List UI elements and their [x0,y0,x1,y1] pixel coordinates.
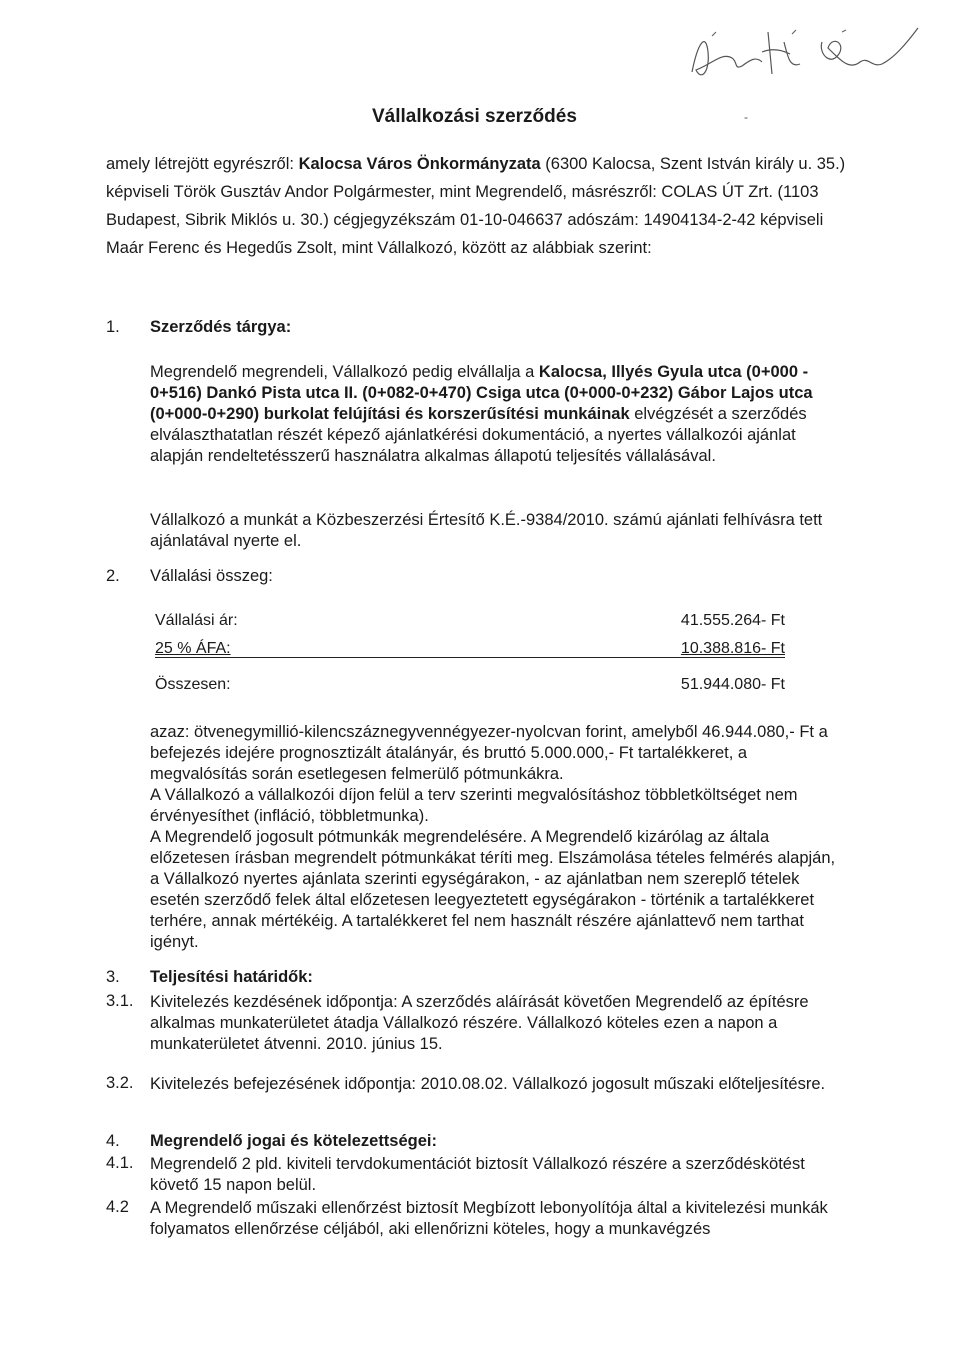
vat-underline [155,657,785,658]
intro-text-2: (6300 Kalocsa, Szent István király u. 35.) képviseli Török Gusztáv Andor Polgármester, mint Megrendelő, másrészről: COLAS ÚT Zrt. (1103 Budapest, Sibrik Miklós u. 30.) cégjegyzékszám 01-10-046637 adószám: 14904134-2-42 képviseli Maár Ferenc és Hegedűs Zsolt, mint Vállalkozó, között az alábbiak szerint: [106,155,846,257]
section2-text [150,722,840,953]
item-3-2 [150,1074,840,1095]
document-title: Vállalkozási szerződés [372,106,577,127]
vat-value: 10.388.816- Ft [680,640,785,657]
item-3-1-number: 3.1. [106,992,134,1010]
section1-heading: Szerződés tárgya: [150,318,292,336]
item-3-2-number: 3.2. [106,1074,134,1092]
price-value: 41.555.264- Ft [680,612,785,629]
price-label: Vállalási ár: [155,612,238,629]
section2-heading: Vállalási összeg: [150,567,273,585]
item-4-1-number: 4.1. [106,1154,134,1172]
item-4-1-text: Megrendelő 2 pld. kiviteli tervdokumentációt biztosít Vállalkozó részére a szerződéskötést követő 15 napon belül. [150,1155,805,1194]
item-3-1-text: Kivitelezés kezdésének időpontja: A szerződés aláírását követően Megrendelő az építésre alkalmas munkaterületet átadja Vállalkozó részére. Vállalkozó köteles ezen a napon a munkaterületet átvenni. 2010. június 15. [150,993,809,1053]
amount-in-words: azaz: ötvenegymillió-kilencszáznegyvennégyezer-nyolcvan forint, amelyből 46.944.080,- Ft a befejezés idejére prognosztizált átalányár, és bruttó 5.000.000,- Ft tartalékkeret, a megvalósítás során esetlegesen felmerülő pótmunkákra. [150,723,828,783]
scan-mark: - [744,110,748,124]
section1-number: 1. [106,318,120,336]
item-4-2-text: A Megrendelő műszaki ellenőrzést biztosít Megbízott lebonyolítója által a kivitelezési munkák folyamatos ellenőrzése céljából, aki ellenőrizni köteles, hogy a munkavégzés [150,1199,828,1238]
item-4-2 [150,1198,840,1240]
handwritten-signature [672,12,922,102]
item-3-2-text: Kivitelezés befejezésének időpontja: 2010.08.02. Vállalkozó jogosult műszaki előteljesítésre. [150,1075,826,1093]
total-value: 51.944.080- Ft [680,676,785,693]
intro-paragraph [106,150,846,262]
section4-heading: Megrendelő jogai és kötelezettségei: [150,1132,437,1150]
section1-paragraph [150,362,840,467]
extra-work-clause: A Megrendelő jogosult pótmunkák megrendelésére. A Megrendelő kizárólag az általa előzetesen írásban megrendelt pótmunkákat téríti meg. Elszámolása tételes felmérés alapján, a Vállalkozó nyertes ajánlata szerinti egységárakon, - az ajánlatban nem szereplő tételek esetén szerződő felek által előzetesen leegyeztetett egységárakon - történik a tartalékkeret terhére, annak mértékéig. A tartalékkeret fel nem használt részére ajánlattevő nem tarthat igényt. [150,828,836,951]
section3-number: 3. [106,968,120,986]
item-4-2-number: 4.2 [106,1198,129,1216]
section2-number: 2. [106,567,120,585]
vat-label: 25 % ÁFA: [155,640,231,657]
item-3-1 [150,992,840,1055]
no-extra-cost-clause: A Vállalkozó a vállalkozói díjon felül a terv szerinti megvalósításhoz többletköltséget nem érvényesíthet (infláció, többletmunka). [150,786,798,825]
section1-award-paragraph [150,510,840,552]
section4-number: 4. [106,1132,120,1150]
intro-text-1: amely létrejött egyrészről: [106,155,299,173]
party1-name: Kalocsa Város Önkormányzata [298,155,541,173]
section1-text-a: Megrendelő megrendeli, Vállalkozó pedig elvállalja a [150,363,539,381]
section3-heading: Teljesítési határidők: [150,968,313,986]
total-label: Összesen: [155,676,231,693]
section1-text-c: elvégzését a szerződés elválaszthatatlan részét képező ajánlatkérési dokumentáció, a nyertes vállalkozói ajánlat alapján rendeltetésszerű használatra alkalmas állapotú teljesítés vállalásával. [150,405,807,465]
section1-subject-bold: Kalocsa, Illyés Gyula utca (0+000 - 0+516) Dankó Pista utca II. (0+082-0+470) Csiga utca (0+000-0+232) Gábor Lajos utca (0+000-0+290) burkolat felújítási és korszerűsítési munkáinak [150,363,813,423]
item-4-1 [150,1154,840,1196]
section1-award-text: Vállalkozó a munkát a Közbeszerzési Értesítő K.É.-9384/2010. számú ajánlati felhívásra tett ajánlatával nyerte el. [150,511,823,550]
